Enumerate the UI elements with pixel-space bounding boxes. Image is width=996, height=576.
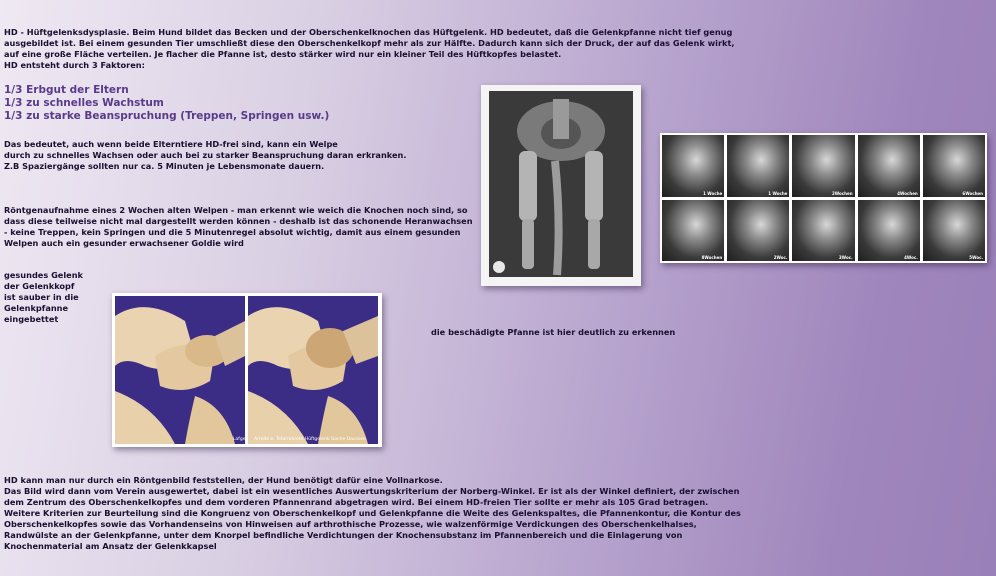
model-caption: Lafgea bbox=[233, 437, 249, 442]
intro-line: auf eine große Fläche verteilen. Je flacher die Pfanne ist, desto stärker wird nur ein kleiner Teil des Hüftkopfes belastet. bbox=[4, 49, 562, 59]
xray-label: 8Wochen bbox=[701, 255, 723, 260]
intro-line: ausgebildet ist. Bei einem gesunden Tier umschließt diese den Oberschenkelkopf mehr als zur Hälfte. Dadurch kann sich der Druck, der auf das Gelenk wirkt, bbox=[4, 38, 735, 48]
xray-label: 2Woc. bbox=[773, 255, 788, 260]
healthy-line: gesundes Gelenk bbox=[4, 270, 83, 280]
factor-item: 1/3 Erbgut der Eltern bbox=[4, 84, 129, 96]
xray-label: 1 Woche bbox=[768, 190, 788, 196]
joint-xray-cell bbox=[923, 135, 985, 197]
damaged-joint-photo bbox=[248, 296, 378, 444]
healthy-line: ist sauber in die bbox=[4, 292, 79, 302]
healthy-line: der Gelenkkopf bbox=[4, 281, 75, 291]
outro-line: Randwülste an der Gelenkpfanne, unter dem Knorpel befindliche Verdichtungen der Knochensubstanz im Pfannenbereich und die Einlagerung von bbox=[4, 530, 683, 540]
xray-label: 2Wochen bbox=[832, 190, 853, 196]
xray-label: 4Woc. bbox=[904, 255, 918, 260]
healthy-line: Gelenkpfanne bbox=[4, 303, 69, 313]
joint-xray-cell bbox=[858, 200, 920, 262]
meaning-line: durch zu schnelles Wachsen oder auch bei zu starker Beanspruchung daran erkranken. bbox=[4, 150, 407, 160]
xray-note-line: dass diese teilweise nicht mal dargestellt werden können - deshalb ist das schonende Heranwachsen bbox=[4, 216, 473, 226]
meaning-line: Das bedeutet, auch wenn beide Elterntiere HD-frei sind, kann ein Welpe bbox=[4, 139, 338, 149]
meaning-line: Z.B Spaziergänge sollten nur ca. 5 Minuten je Lebensmonate dauern. bbox=[4, 161, 325, 171]
joint-xray-cell bbox=[792, 135, 854, 197]
intro-line: HD - Hüftgelenksdysplasie. Beim Hund bildet das Becken und der Oberschenkelknochen das Hüftgelenk. HD bedeutet, daß die Gelenkpfanne nicht tief genug bbox=[4, 27, 733, 37]
xray-label: 5Woc. bbox=[969, 255, 983, 260]
xray-illustration bbox=[489, 91, 633, 277]
joint-xray-cell bbox=[662, 135, 724, 197]
healthy-joint-photo bbox=[115, 296, 249, 444]
outro-line: Knochenmaterial am Ansatz der Gelenkkapsel bbox=[4, 541, 217, 551]
joint-xray-cell bbox=[858, 135, 920, 197]
outro-paragraph bbox=[4, 475, 741, 552]
factors-list bbox=[4, 84, 329, 123]
intro-line: HD entsteht durch 3 Faktoren: bbox=[4, 60, 145, 70]
model-caption: Arrede o. Tetarrohrete Hüftgelenk Goche Oacssen bbox=[254, 437, 366, 442]
outro-line: dem Zentrum des Oberschenkelkopfes und dem vorderen Pfannenrand abgetragen wird. Bei einem HD-freien Tier sollte er mehr als 105 Grad betragen. bbox=[4, 497, 709, 507]
intro-paragraph bbox=[4, 27, 735, 71]
factor-item: 1/3 zu schnelles Wachstum bbox=[4, 97, 164, 109]
xray-label: 4Wochen bbox=[897, 190, 918, 196]
outro-line: Weitere Kriterien zur Beurteilung sind die Kongruenz von Oberschenkelkopf und Gelenkpfanne die Weite des Gelenkspaltes, die Pfannenkontur, die Kontur des bbox=[4, 508, 741, 518]
outro-line: Das Bild wird dann vom Verein ausgewertet, dabei ist ein wesentliches Auswertungskriterium der Norberg-Winkel. Er ist als der Winkel definiert, der zwischen bbox=[4, 486, 740, 496]
pelvis-model-photo bbox=[112, 293, 382, 447]
joint-xray-cell bbox=[792, 200, 854, 262]
healthy-joint-caption bbox=[4, 270, 83, 325]
xray-note-line: Röntgenaufnahme eines 2 Wochen alten Welpen - man erkennt wie weich die Knochen noch sind, so bbox=[4, 205, 468, 215]
joint-xray-grid bbox=[660, 133, 987, 263]
xray-note-paragraph bbox=[4, 205, 473, 249]
xray-note-line: - keine Treppen, kein Springen und die 5 Minutenregel absolut wichtig, damit aus einem gesunden bbox=[4, 227, 461, 237]
outro-line: HD kann man nur durch ein Röntgenbild feststellen, der Hund benötigt dafür eine Vollnarkose. bbox=[4, 475, 443, 485]
xray-label: 3Woc. bbox=[838, 255, 853, 260]
damaged-line: die beschädigte Pfanne ist hier deutlich zu erkennen bbox=[431, 327, 676, 337]
healthy-line: eingebettet bbox=[4, 314, 59, 324]
joint-xray-cell bbox=[727, 200, 789, 262]
joint-xray-cell bbox=[923, 200, 985, 262]
joint-xray-cell bbox=[662, 200, 724, 262]
outro-line: Oberschenkelkopfes sowie das Vorhandenseins von Hinweisen auf arthrothische Prozesse, wie walzenförmige Verdickungen des Oberschenkelhalses, bbox=[4, 519, 697, 529]
factor-item: 1/3 zu starke Beanspruchung (Treppen, Springen usw.) bbox=[4, 110, 330, 122]
xray-note-line: Welpen auch ein gesunder erwachsener Goldie wird bbox=[4, 238, 244, 248]
xray-label: 6Wochen bbox=[962, 190, 983, 196]
damaged-joint-caption bbox=[431, 327, 675, 338]
joint-xray-cell bbox=[727, 135, 789, 197]
meaning-paragraph bbox=[4, 139, 407, 172]
xray-label: 1 Woche bbox=[703, 190, 723, 196]
puppy-xray-image bbox=[481, 85, 641, 286]
